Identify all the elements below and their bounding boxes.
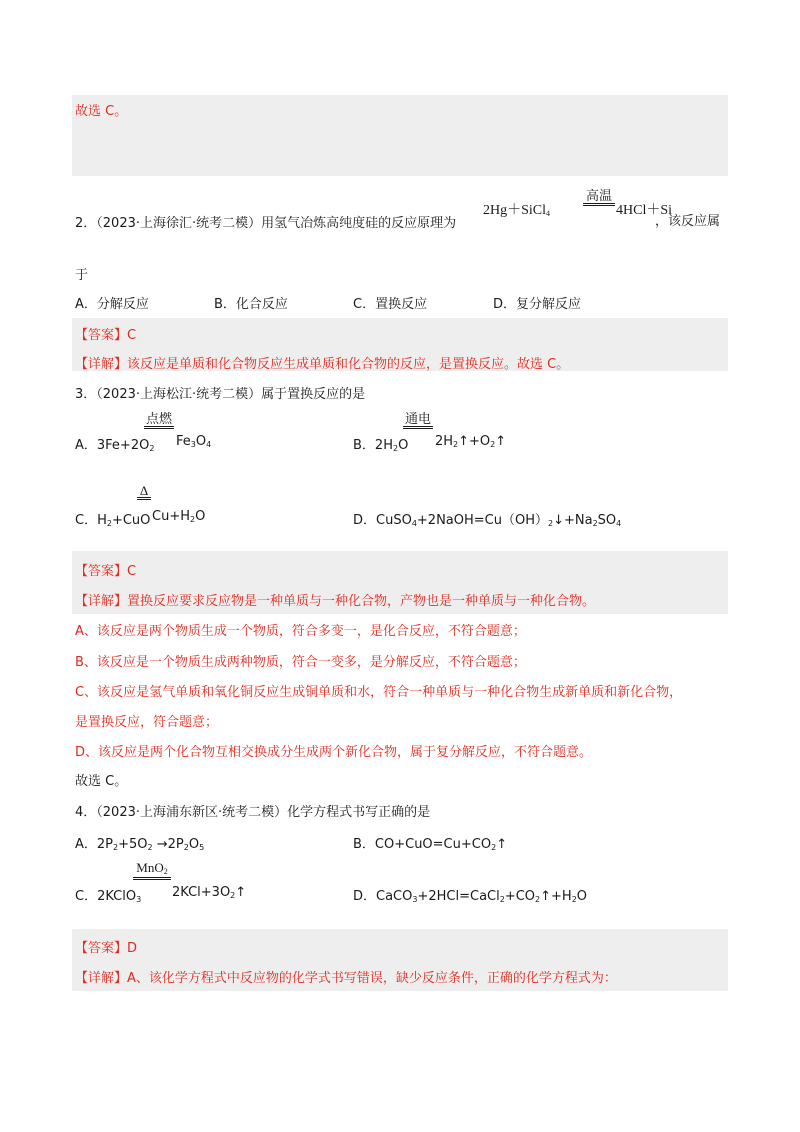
q3-option-c-product: $Cu+H_2O$ <box>152 509 206 524</box>
q4-number: 4． <box>75 805 97 820</box>
q4-detail-text: A、该化学方程式中反应物的化学式书写错误，缺少反应条件，正确的化学方程式为： <box>127 971 617 986</box>
q4-answer-value: D <box>127 941 138 956</box>
q2-condition-high-temp: 高温 <box>583 189 615 206</box>
q3-detail <box>75 590 595 609</box>
q2-detail <box>75 353 569 372</box>
q4-text: 化学方程式书写正确的是 <box>287 805 431 820</box>
q2-detail-text: 该反应是单质和化合物反应生成单质和化合物的反应，是置换反应。故选 C。 <box>127 357 570 372</box>
q3-number: 3． <box>75 387 97 402</box>
q2-option-a: A．分解反应 <box>75 297 149 312</box>
q3-source: （2023·上海松江·统考二模） <box>96 387 262 402</box>
q3-answer <box>75 560 136 579</box>
q3-detail-line-c2: 是置换反应，符合题意； <box>75 715 219 730</box>
q2-text: 用氢气冶炼高纯度硅的反应原理为 <box>261 216 457 231</box>
q4-option-d: D．$CaCO_3+2HCl=CaCl_2+CO_2↑+H_2O$ <box>353 889 588 904</box>
q3-option-a: A．$3Fe+2O_2$ <box>75 438 155 453</box>
q3-stem <box>75 383 365 402</box>
q2-answer-value: C <box>127 328 137 343</box>
q4-detail <box>75 967 617 986</box>
q4-detail-tag: 【详解】 <box>75 971 128 986</box>
q2-stem-tail: ，该反应属 <box>655 214 721 229</box>
conclusion-text: 故选 C。 <box>75 104 128 119</box>
q4-option-c: C．2KClO$_3$ <box>75 889 142 904</box>
q2-detail-tag: 【详解】 <box>75 357 128 372</box>
conclusion-box <box>72 95 728 176</box>
q3-a-condition: 点燃 <box>144 412 174 429</box>
q3-answer-tag: 【答案】 <box>75 564 128 579</box>
q4-option-b: B．$CO+CuO=Cu+CO_2↑$ <box>353 837 508 852</box>
q2-option-b: B．化合反应 <box>214 297 288 312</box>
q2-equation-left: 2Hg＋SiCl$_4$ <box>483 203 551 218</box>
q3-option-d: D．$CuSO_4+2NaOH=Cu(OH)_2↓+Na_2SO_4$ <box>353 513 622 528</box>
q3-option-a-product: $Fe_3O_4$ <box>176 434 212 449</box>
q4-option-a: A．$2P_2+5O_2 \to 2P_2O_5$ <box>75 837 205 852</box>
q4-source: （2023·上海浦东新区·统考二模） <box>96 805 288 820</box>
q3-conclusion: 故选 C。 <box>75 774 128 789</box>
q2-source: （2023·上海徐汇·统考二模） <box>96 216 262 231</box>
q3-answer-value: C <box>127 564 137 579</box>
q4-option-c-product: $2KCl+3O_2↑$ <box>172 885 247 900</box>
q3-detail-line-b: B、该反应是一个物质生成两种物质，符合一变多，是分解反应，不符合题意； <box>75 655 526 670</box>
q2-option-c: C．置换反应 <box>353 297 428 312</box>
q4-c-condition: MnO$_2$ <box>133 861 171 880</box>
q2-equation-right: 4HCl＋Si <box>616 203 673 218</box>
q3-option-b: B．$2H_2O$ <box>353 438 409 453</box>
q3-option-b-product: $2H_2↑+O_2↑$ <box>435 434 507 449</box>
q2-answer <box>75 324 136 343</box>
q3-text: 属于置换反应的是 <box>261 387 366 402</box>
q3-detail-text: 置换反应要求反应物是一种单质与一种化合物，产物也是一种单质与一种化合物。 <box>127 594 596 609</box>
q3-c-condition: Δ <box>137 484 151 500</box>
q3-detail-line-a: A、该反应是两个物质生成一个物质，符合多变一，是化合反应，不符合题意； <box>75 624 526 639</box>
q2-stem-tail2: 于 <box>75 268 89 283</box>
q4-answer <box>75 937 137 956</box>
q3-detail-line-d: D、该反应是两个化合物互相交换成分生成两个新化合物，属于复分解反应，不符合题意。 <box>75 745 593 760</box>
q3-detail-tag: 【详解】 <box>75 594 128 609</box>
q4-answer-tag: 【答案】 <box>75 941 128 956</box>
q3-b-condition: 通电 <box>403 412 433 429</box>
q3-option-c: C．$H_2+CuO$ <box>75 513 151 528</box>
q3-detail-line-c1: C、该反应是氢气单质和氧化铜反应生成铜单质和水，符合一种单质与一种化合物生成新单质和新化合物， <box>75 685 683 700</box>
q4-stem <box>75 801 430 820</box>
q2-answer-tag: 【答案】 <box>75 328 128 343</box>
q2-option-d: D．复分解反应 <box>493 297 582 312</box>
q2-number: 2． <box>75 216 97 231</box>
q2-stem <box>75 212 456 231</box>
